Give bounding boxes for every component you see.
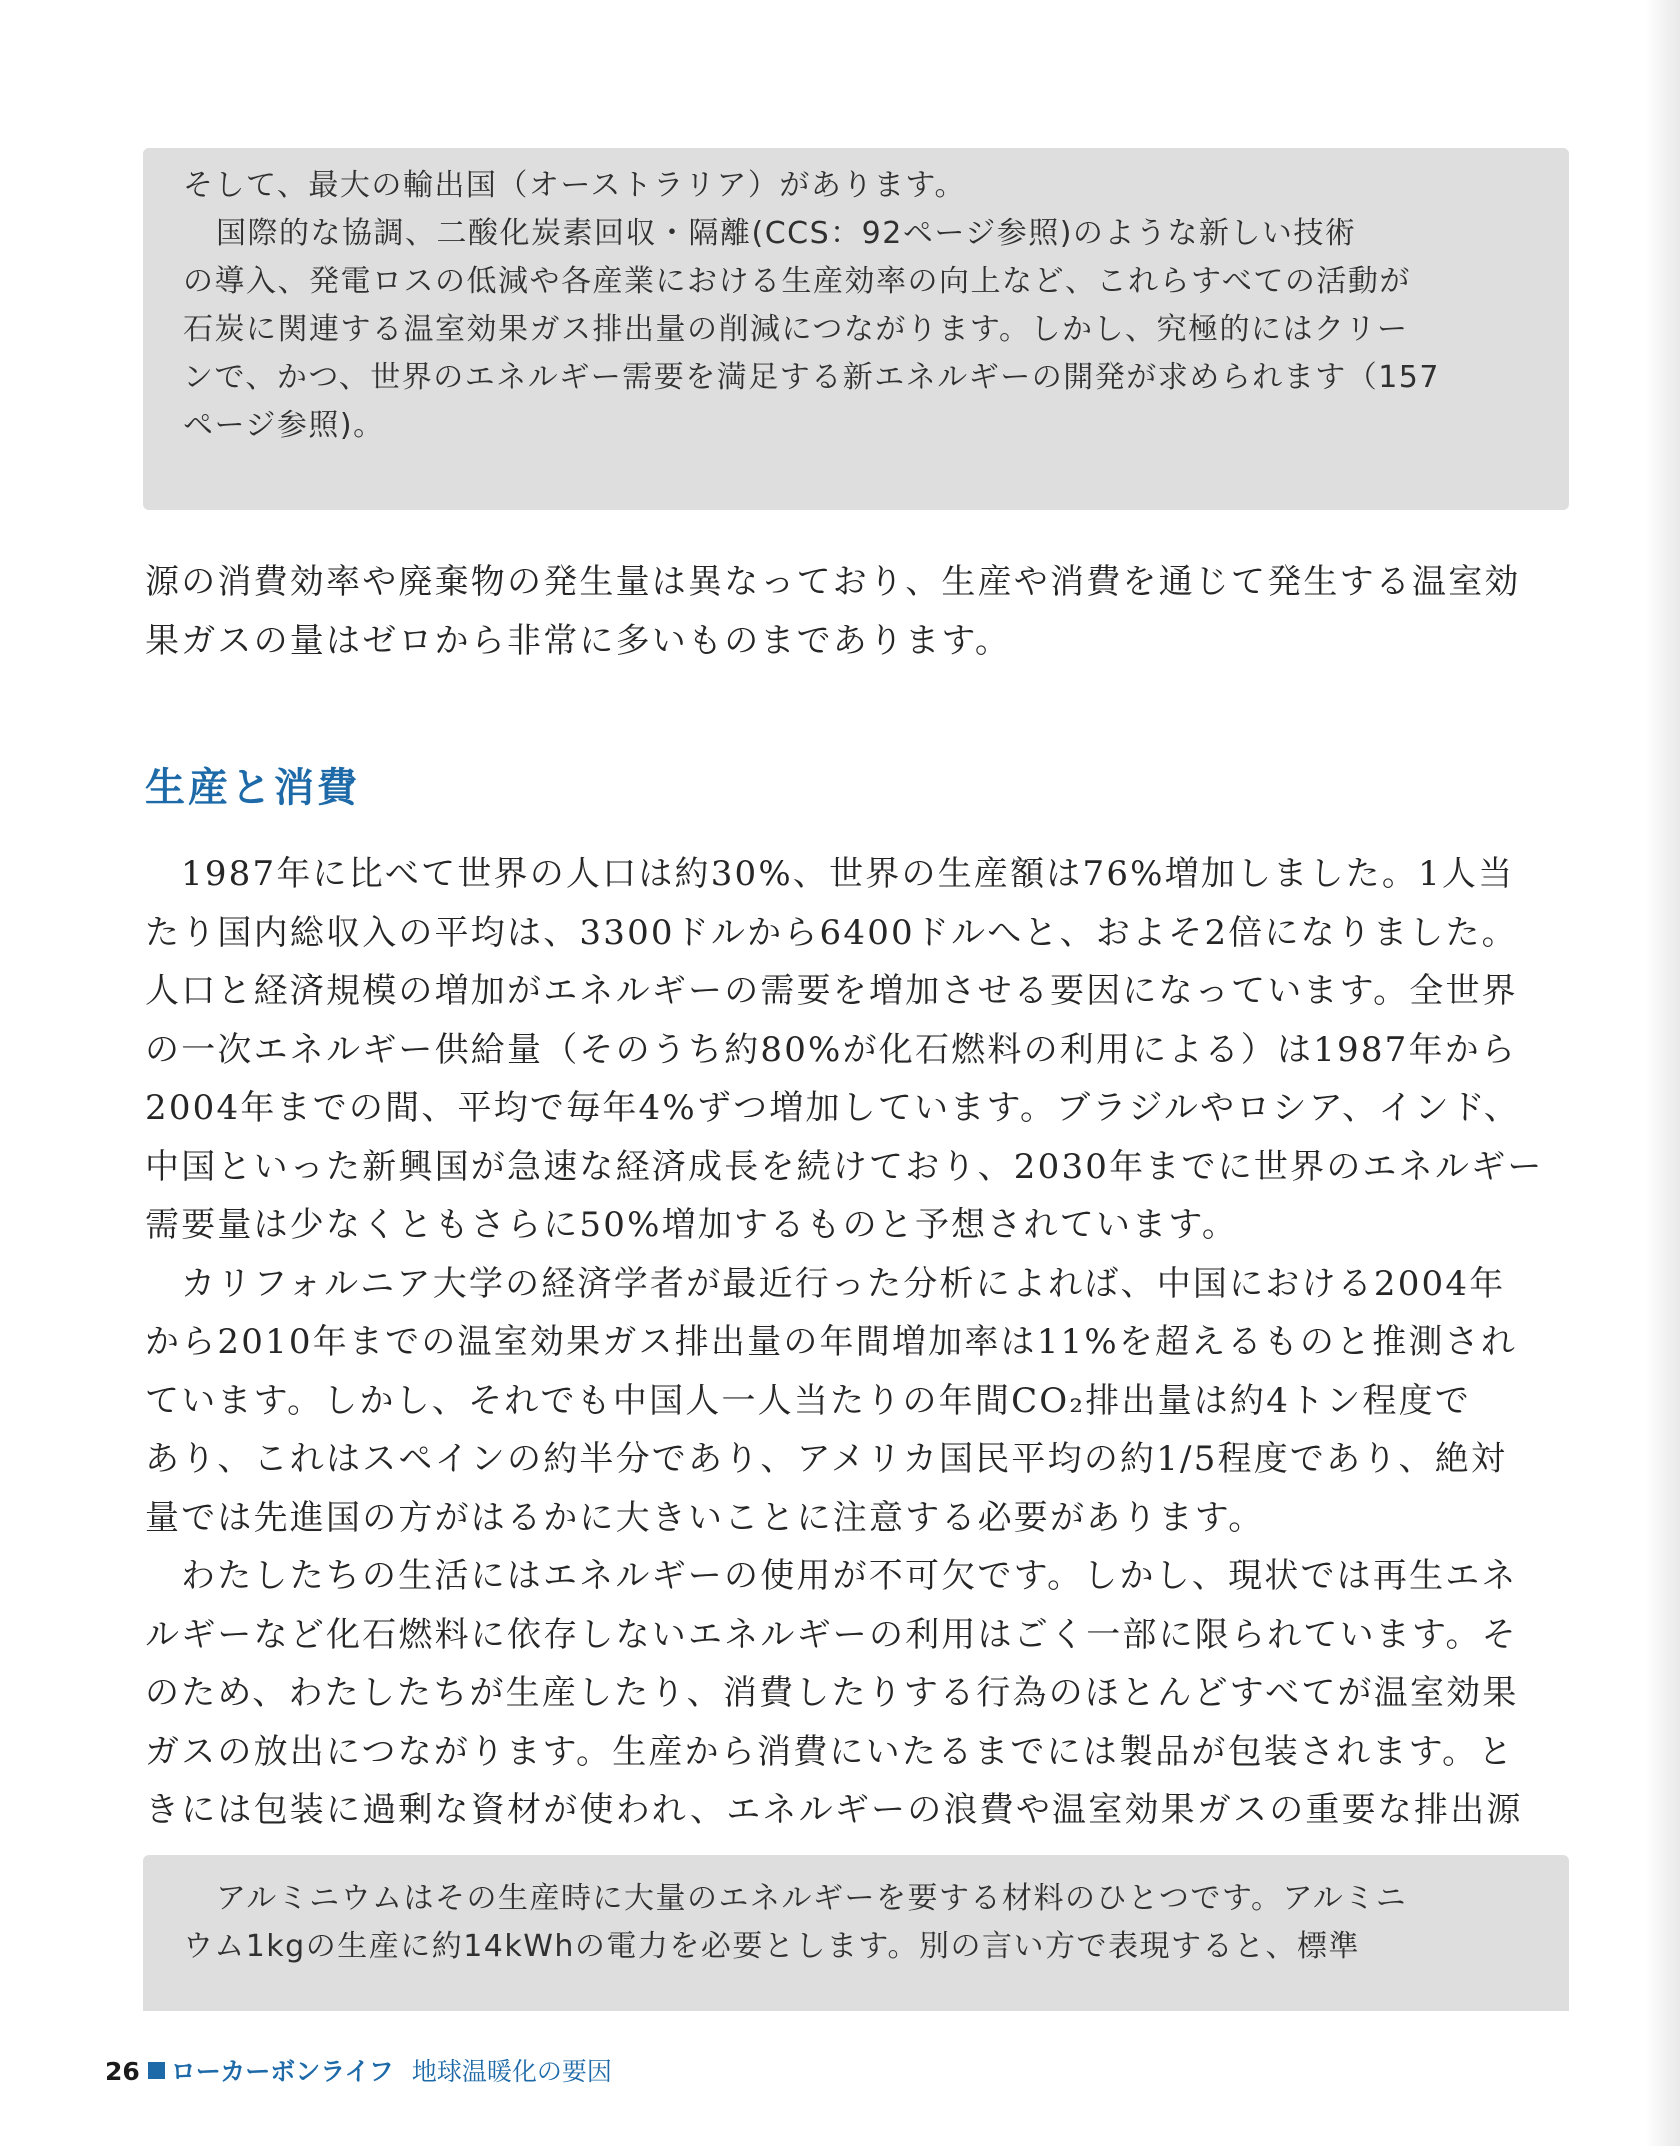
bottom-box-line: アルミニウムはその生産時に大量のエネルギーを要する材料のひとつです。アルミニ — [216, 1881, 1408, 1916]
intro-line: 源の消費効率や廃棄物の発生量は異なっており、生産や消費を通じて発生する温室効 — [145, 562, 1521, 602]
bottom-box-line: ウム1kgの生産に約14kWhの電力を必要とします。別の言い方で表現すると、標準 — [183, 1929, 1361, 1964]
body-line: 需要量は少なくともさらに50%増加するものと予想されています。 — [145, 1205, 1239, 1245]
body-line: あり、これはスペインの約半分であり、アメリカ国民平均の約1/5程度であり、絶対 — [145, 1439, 1508, 1479]
body-line: の一次エネルギー供給量（そのうち約80%が化石燃料の利用による）は1987年から — [145, 1029, 1518, 1070]
page-edge-shadow — [1646, 0, 1680, 2146]
body-line: きには包装に過剰な資材が使われ、エネルギーの浪費や温室効果ガスの重要な排出源 — [145, 1790, 1523, 1830]
body-line: カリフォルニア大学の経済学者が最近行った分析によれば、中国における2004年 — [181, 1263, 1506, 1304]
body-line: わたしたちの生活にはエネルギーの使用が不可欠です。しかし、現状では再生エネ — [181, 1556, 1518, 1596]
intro-line: 果ガスの量はゼロから非常に多いものまであります。 — [145, 620, 1012, 661]
body-line: 中国といった新興国が急速な経済成長を続けており、2030年までに世界のエネルギー — [145, 1146, 1544, 1187]
body-line: ルギーなど化石燃料に依存しないエネルギーの利用はごく一部に限られています。そ — [145, 1614, 1518, 1655]
page-number: 26 — [105, 2057, 140, 2086]
top-box-line: そして、最大の輸出国（オーストラリア）があります。 — [183, 168, 966, 203]
body-line: ガスの放出につながります。生産から消費にいたるまでには製品が包装されます。と — [145, 1731, 1515, 1772]
intro-paragraph — [145, 553, 1575, 670]
body-line: たり国内総収入の平均は、3300ドルから6400ドルへと、およそ2倍になりました。 — [145, 912, 1518, 953]
body-line: 1987年に比べて世界の人口は約30%、世界の生産額は76%増加しました。1人当 — [181, 854, 1515, 894]
top-box-line: ンで、かつ、世界のエネルギー需要を満足する新エネルギーの開発が求められます（157 — [183, 360, 1440, 395]
top-box-line: 国際的な協調、二酸化炭素回収・隔離(CCS：92ページ参照)のような新しい技術 — [216, 216, 1357, 251]
section-heading: 生産と消費 — [145, 765, 360, 811]
body-line: 2004年までの間、平均で毎年4%ずつ増加しています。ブラジルやロシア、インド、 — [145, 1088, 1521, 1128]
body-line: 人口と経済規模の増加がエネルギーの需要を増加させる要因になっています。全世界 — [145, 971, 1518, 1011]
chapter-title: 地球温暖化の要因 — [411, 2057, 612, 2086]
top-sidebar-box — [143, 148, 1569, 510]
body-line: ています。しかし、それでも中国人一人当たりの年間CO₂排出量は約4トン程度で — [145, 1380, 1472, 1421]
body-line: のため、わたしたちが生産したり、消費したりする行為のほとんどすべてが温室効果 — [145, 1673, 1519, 1713]
top-box-line: の導入、発電ロスの低減や各産業における生産効率の向上など、これらすべての活動が — [183, 264, 1411, 299]
bottom-sidebar-box — [143, 1855, 1569, 2011]
body-line: から2010年までの温室効果ガス排出量の年間増加率は11%を超えるものと推測され — [145, 1322, 1518, 1362]
top-box-line: 石炭に関連する温室効果ガス排出量の削減につながります。しかし、究極的にはクリー — [183, 312, 1409, 347]
square-bullet-icon — [148, 2062, 165, 2079]
book-title: ローカーボンライフ — [170, 2057, 394, 2086]
page-footer — [105, 2054, 612, 2090]
body-line: 量では先進国の方がはるかに大きいことに注意する必要があります。 — [145, 1497, 1265, 1538]
main-body-text — [145, 845, 1575, 1840]
top-box-line: ページ参照)。 — [183, 408, 385, 443]
